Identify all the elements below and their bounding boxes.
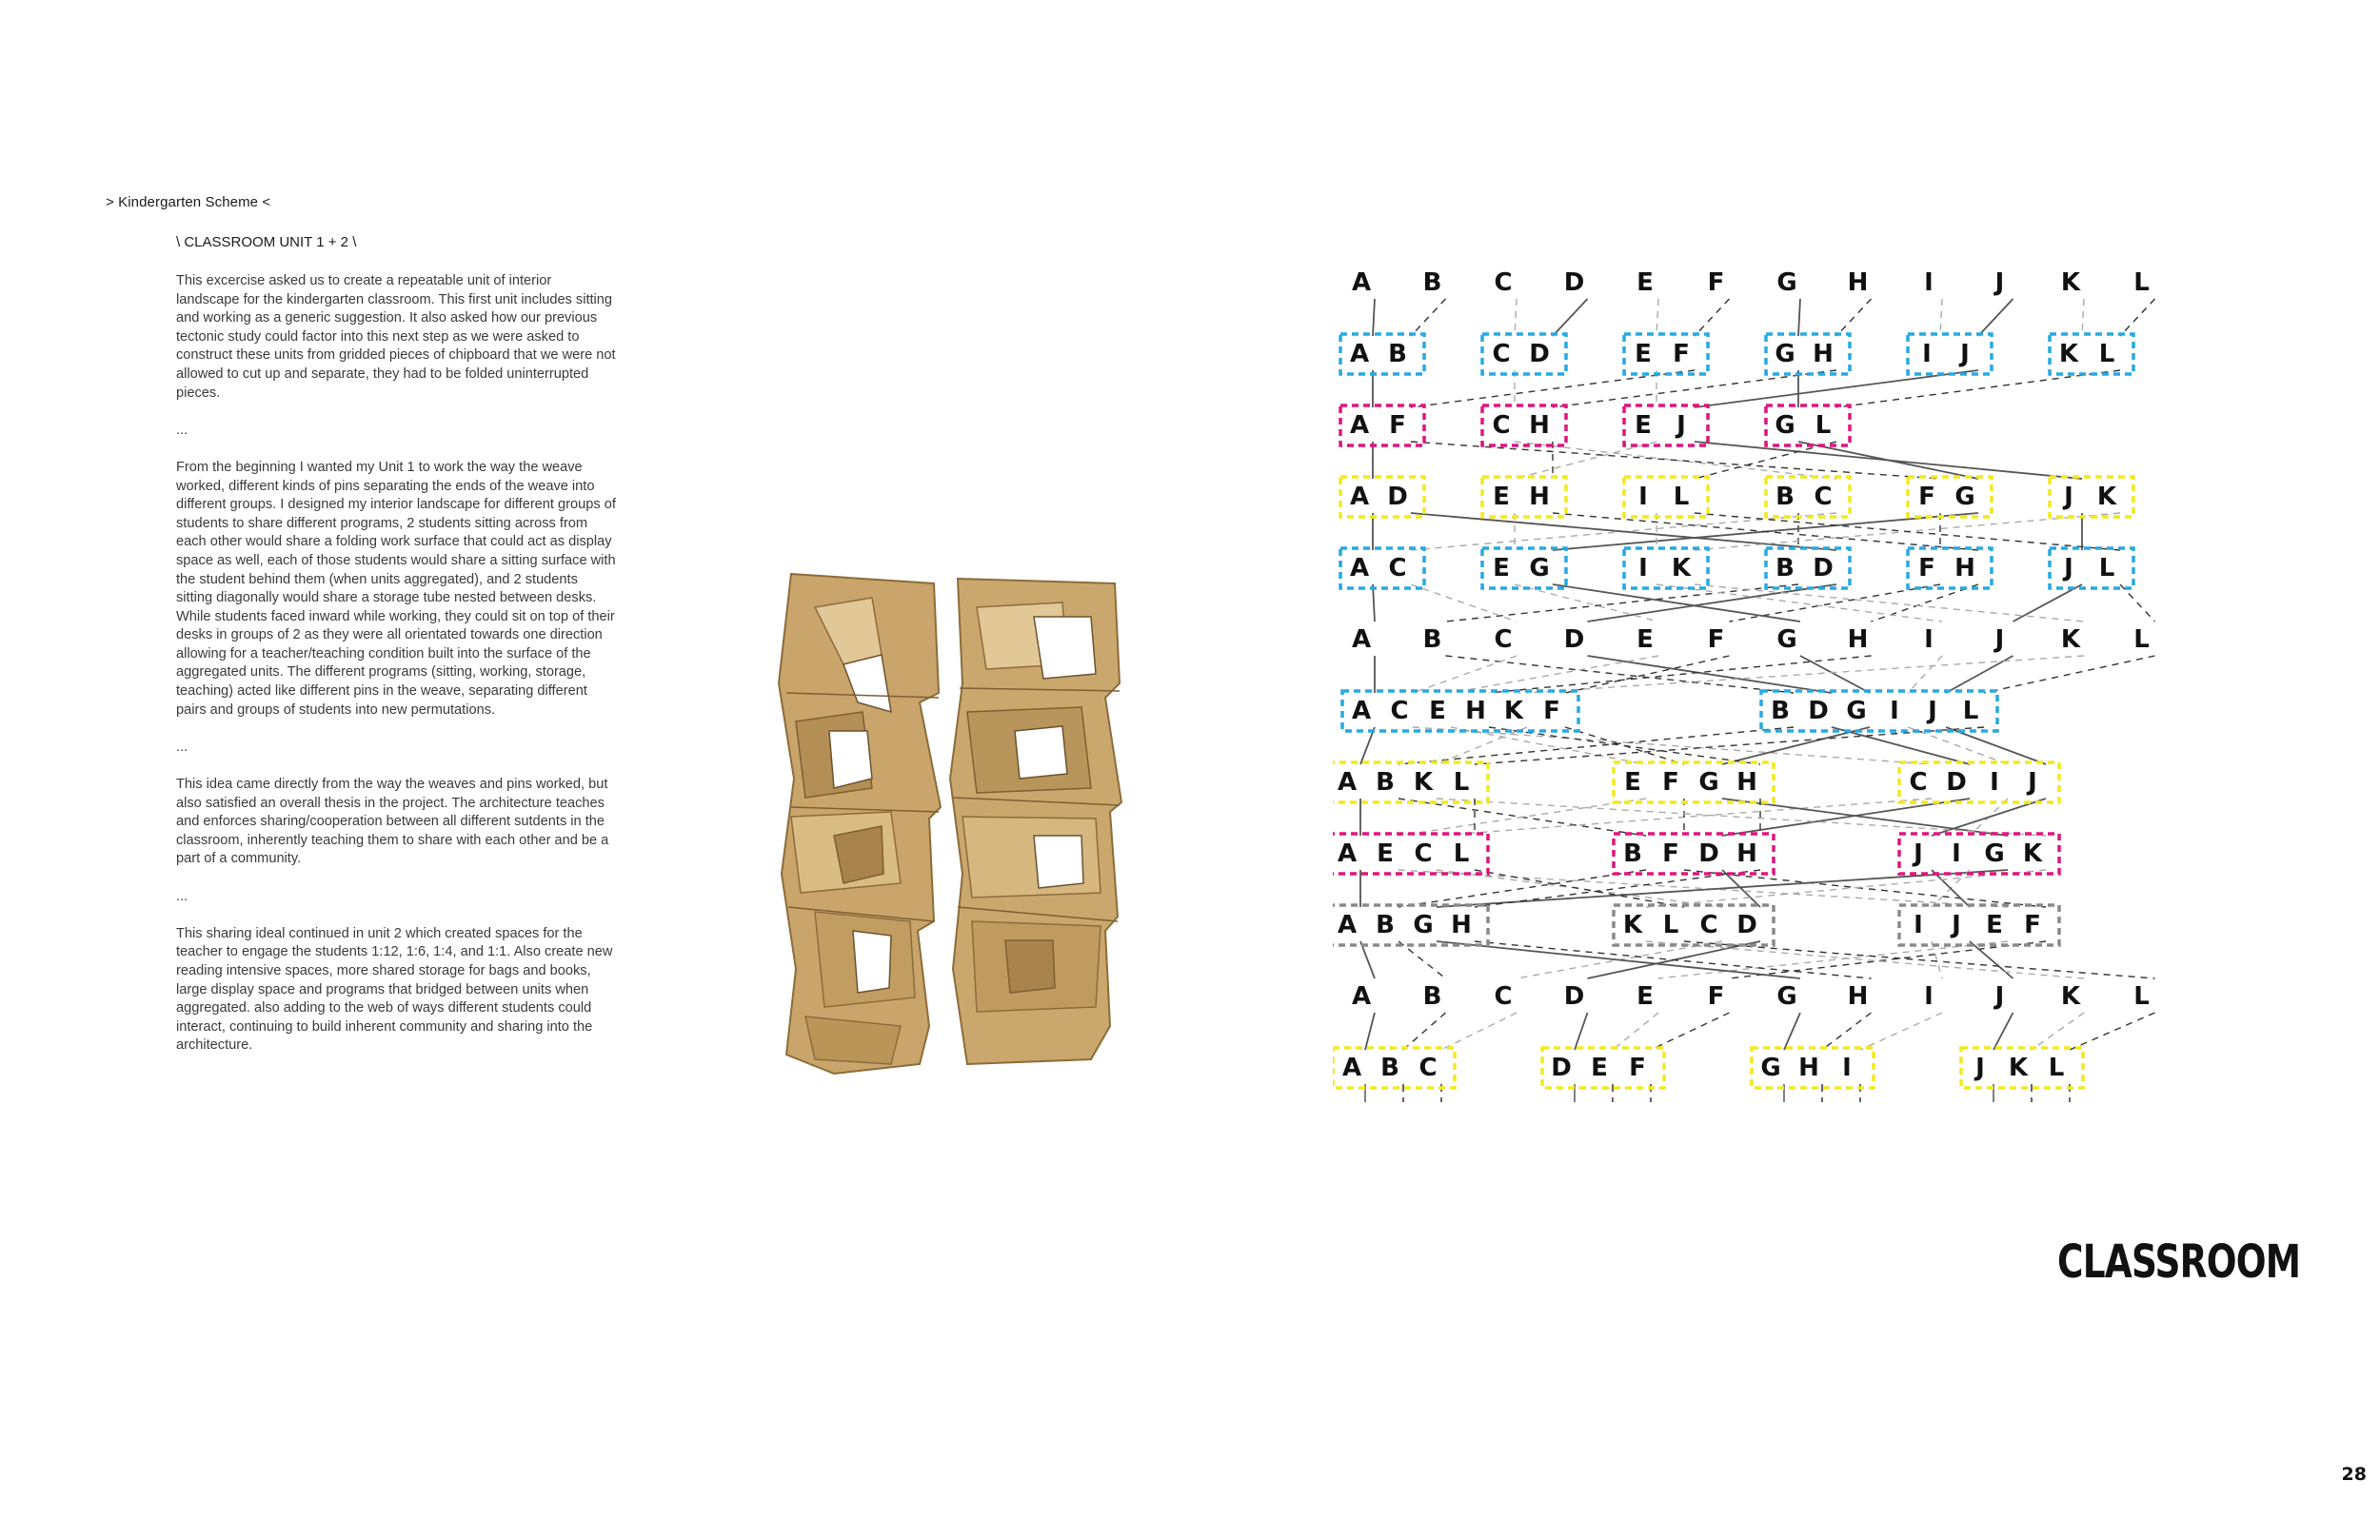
- weave-letter: J: [1994, 982, 2005, 1011]
- weave-thread: [1613, 1013, 1658, 1050]
- group-letter: A: [1349, 483, 1370, 511]
- weave-thread: [1360, 941, 1375, 978]
- group-letter: H: [1736, 839, 1757, 868]
- group-letter: H: [1451, 911, 1472, 939]
- group-letter: G: [1698, 768, 1719, 797]
- weave-thread: [1553, 299, 1588, 336]
- group-letter: K: [2058, 340, 2079, 368]
- weave-letter: B: [1422, 268, 1442, 297]
- group-letter: J: [1914, 839, 1923, 868]
- weave-letter: K: [2060, 625, 2081, 654]
- group-letter: C: [1909, 768, 1928, 797]
- group-letter: C: [1414, 839, 1433, 868]
- group-letter: F: [1918, 554, 1935, 582]
- weave-thread: [2082, 299, 2084, 336]
- weave-thread: [1437, 870, 1722, 907]
- group-letter: A: [1337, 768, 1358, 797]
- group-letter: J: [1960, 340, 1970, 368]
- group-letter: H: [1798, 1054, 1819, 1082]
- weave-thread: [1836, 370, 2120, 407]
- weave-letter: I: [1924, 625, 1934, 654]
- group-letter: J: [2028, 768, 2037, 797]
- weave-thread: [1695, 370, 1978, 407]
- model-column-right: [950, 579, 1121, 1064]
- weave-thread: [1970, 941, 2013, 978]
- weave-letter: L: [2133, 625, 2150, 654]
- paragraph: This sharing ideal continued in unit 2 which created spaces for the teacher to engage the students 1:12, 1:6, 1:4, and 1:1. Also create new reading intensive spaces, more shared storage for bags and books, large display space and programs that bridged between units when aggregated. also adding to the web of ways different students could interact, continuing to build inherent community and sharing into the architecture.: [176, 925, 613, 1054]
- weave-thread: [1365, 1013, 1375, 1050]
- weave-letter: A: [1351, 268, 1372, 297]
- group-letter: H: [1813, 340, 1834, 368]
- weave-letter: I: [1924, 268, 1934, 297]
- group-letter: A: [1351, 697, 1372, 725]
- group-letter: B: [1380, 1054, 1399, 1082]
- weave-thread: [1695, 584, 2084, 622]
- weave-letter: G: [1776, 982, 1797, 1011]
- group-letter: H: [1736, 768, 1757, 797]
- group-letter: L: [1673, 483, 1690, 511]
- group-letter: L: [1662, 911, 1679, 939]
- weave-thread: [1441, 1013, 1517, 1050]
- weave-thread: [1684, 941, 2155, 978]
- group-letter: E: [1624, 768, 1641, 797]
- body-text: [176, 272, 616, 1075]
- group-letter: D: [1387, 483, 1408, 511]
- weave-labels: [1338, 268, 2150, 1082]
- weave-thread: [1730, 941, 2047, 978]
- weave-letter: D: [1563, 268, 1585, 297]
- weave-diagram: [1333, 257, 2190, 1114]
- weave-thread: [1784, 1013, 1800, 1050]
- weave-letter: F: [1707, 982, 1725, 1011]
- model-column-left: [779, 574, 941, 1074]
- page-number: 28: [2341, 1464, 2367, 1485]
- weave-thread: [1695, 442, 2082, 479]
- weave-thread: [1413, 656, 1517, 693]
- weave-thread: [1360, 727, 1375, 764]
- weave-thread: [1993, 1013, 2013, 1050]
- weave-thread: [1798, 299, 1800, 336]
- weave-letter: G: [1776, 625, 1797, 654]
- weave-letter: D: [1563, 982, 1585, 1011]
- group-box: [1624, 477, 1708, 517]
- group-letter: K: [2008, 1054, 2029, 1082]
- paragraph-separator: ...: [176, 422, 188, 438]
- weave-letter: L: [2133, 982, 2150, 1011]
- group-letter: I: [1842, 1054, 1852, 1082]
- weave-letter: C: [1494, 982, 1513, 1011]
- group-letter: L: [1962, 697, 1979, 725]
- weave-letter: L: [2133, 268, 2150, 297]
- group-letter: H: [1529, 483, 1550, 511]
- weave-letter: E: [1636, 625, 1654, 654]
- group-letter: E: [1377, 839, 1394, 868]
- weave-thread: [1822, 1013, 1872, 1050]
- group-letter: F: [1662, 768, 1679, 797]
- group-letter: L: [2048, 1054, 2065, 1082]
- group-letter: D: [1698, 839, 1719, 868]
- weave-thread: [1515, 442, 1656, 479]
- group-letter: C: [1492, 411, 1511, 440]
- weave-thread: [1403, 1013, 1446, 1050]
- group-letter: K: [1413, 768, 1434, 797]
- section-subhead: \ CLASSROOM UNIT 1 + 2 \: [176, 234, 357, 250]
- group-letter: D: [1529, 340, 1550, 368]
- group-letter: H: [1954, 554, 1975, 582]
- weave-thread: [1411, 442, 1940, 479]
- group-letter: B: [1771, 697, 1790, 725]
- weave-thread: [1908, 656, 1942, 693]
- group-letter: A: [1349, 340, 1370, 368]
- weave-thread: [1656, 299, 1658, 336]
- weave-letter: D: [1563, 625, 1585, 654]
- group-letter: G: [1954, 483, 1975, 511]
- group-letter: L: [1453, 839, 1470, 868]
- group-letter: I: [1638, 554, 1648, 582]
- group-box: [1624, 548, 1708, 588]
- group-letter: C: [1390, 697, 1409, 725]
- group-letter: I: [1990, 768, 1999, 797]
- weave-thread: [1373, 299, 1375, 336]
- group-letter: B: [1376, 768, 1395, 797]
- weave-letter: K: [2060, 268, 2081, 297]
- group-letter: A: [1349, 411, 1370, 440]
- group-letter: L: [2098, 554, 2115, 582]
- group-letter: K: [2022, 839, 2043, 868]
- group-letter: J: [2064, 483, 2073, 511]
- paragraph: This excercise asked us to create a repeatable unit of interior landscape for the kindergarten classroom. This first unit includes sitting and working as a generic suggestion. It also asked how our previous tectonic study could factor into this next step as we were asked to construct these units from gridded pieces of chipboard that we were not allowed to cut up and separate, they had to be folded uninterrupted pieces.: [176, 273, 616, 401]
- group-letter: H: [1529, 411, 1550, 440]
- group-letter: F: [1629, 1054, 1646, 1082]
- group-letter: G: [1984, 839, 2005, 868]
- paragraph: From the beginning I wanted my Unit 1 to work the way the weave worked, different kinds of pins separating the ends of the weave into different groups. I designed my interior landscape for different groups of students to share different programs, 2 students sitting across from each other would share a folding work surface that could act as display space as well, each of those students would share a sitting surface with the student behind them (when units aggregated), and 2 students sitting diagonally would share a storage tube nested between desks. While students faced inward while working, they could sit on top of their desks in groups of 2 as they were all orientated towards one direction allowing for a teacher/teaching condition built into the surface of the aggregated units. The different programs (sitting, working, storage, teaching) acted like different pins in the weave, separating different pairs and groups of students into new permutations.: [176, 459, 616, 718]
- group-letter: A: [1337, 911, 1358, 939]
- page-title: CLASSROOM: [2056, 1235, 2300, 1289]
- weave-thread: [2120, 299, 2155, 336]
- weave-letter: E: [1636, 268, 1654, 297]
- group-letter: I: [1952, 839, 1961, 868]
- group-letter: C: [1492, 340, 1511, 368]
- weave-letter: B: [1422, 982, 1442, 1011]
- weave-letter: E: [1636, 982, 1654, 1011]
- weave-thread: [2070, 1013, 2155, 1050]
- weave-thread: [1932, 941, 1942, 978]
- group-letter: K: [1622, 911, 1643, 939]
- section-kicker: > Kindergarten Scheme <: [106, 194, 271, 210]
- group-letter: H: [1465, 697, 1486, 725]
- group-letter: C: [1814, 483, 1833, 511]
- weave-thread: [1437, 727, 1527, 764]
- weave-thread: [2120, 584, 2155, 622]
- group-letter: F: [1918, 483, 1935, 511]
- group-letter: J: [1975, 1054, 1985, 1082]
- weave-letter: J: [1994, 625, 2005, 654]
- group-letter: C: [1418, 1054, 1438, 1082]
- group-letter: A: [1349, 554, 1370, 582]
- group-letter: A: [1337, 839, 1358, 868]
- group-letter: G: [1529, 554, 1550, 582]
- weave-thread: [1475, 941, 1872, 978]
- weave-letter: C: [1494, 625, 1513, 654]
- weave-thread: [1908, 727, 2008, 764]
- group-letter: F: [1673, 340, 1690, 368]
- group-letter: D: [1946, 768, 1967, 797]
- weave-thread: [1575, 1013, 1588, 1050]
- group-letter: F: [1543, 697, 1560, 725]
- weave-thread: [1489, 656, 1872, 693]
- group-letter: B: [1623, 839, 1642, 868]
- weave-groups: [1333, 334, 2133, 1088]
- weave-letter: H: [1847, 982, 1869, 1011]
- group-letter: B: [1775, 554, 1795, 582]
- weave-thread: [1437, 799, 2046, 836]
- group-letter: J: [1952, 911, 1961, 939]
- weave-thread: [1860, 1013, 1942, 1050]
- group-letter: E: [1591, 1054, 1608, 1082]
- weave-thread: [1978, 299, 2013, 336]
- group-letter: G: [1413, 911, 1434, 939]
- group-letter: B: [1775, 483, 1795, 511]
- weave-thread: [1946, 656, 2013, 693]
- group-letter: J: [1928, 697, 1937, 725]
- group-letter: K: [2096, 483, 2117, 511]
- weave-thread: [1411, 370, 1695, 407]
- weave-thread: [1946, 727, 2046, 764]
- weave-letter: H: [1847, 268, 1869, 297]
- group-box: [1908, 334, 1992, 374]
- group-letter: E: [1429, 697, 1446, 725]
- weave-thread: [2032, 1013, 2084, 1050]
- group-letter: E: [1986, 911, 2003, 939]
- group-letter: E: [1493, 483, 1510, 511]
- group-letter: E: [1635, 411, 1652, 440]
- paragraph: This idea came directly from the way the weaves and pins worked, but also satisfied an overall thesis in the project. The architecture teaches and enforces sharing/cooperation between all different sutdents in the classroom, inherently teaching them to share with each other and be a part of a community.: [176, 777, 609, 867]
- group-letter: C: [1388, 554, 1407, 582]
- group-letter: L: [1815, 411, 1832, 440]
- group-letter: J: [1676, 411, 1686, 440]
- group-letter: C: [1699, 911, 1718, 939]
- weave-letter: F: [1707, 268, 1725, 297]
- weave-thread: [1411, 299, 1446, 336]
- weave-letter: G: [1776, 268, 1797, 297]
- weave-letter: I: [1924, 982, 1934, 1011]
- group-box: [2050, 477, 2133, 517]
- weave-thread: [1940, 299, 1942, 336]
- weave-thread: [1475, 870, 1684, 907]
- weave-thread: [1515, 299, 1517, 336]
- group-letter: A: [1341, 1054, 1362, 1082]
- group-letter: E: [1493, 554, 1510, 582]
- weave-thread: [1651, 1013, 1730, 1050]
- weave-thread: [1932, 870, 1970, 907]
- weave-thread: [1695, 299, 1730, 336]
- group-letter: B: [1388, 340, 1407, 368]
- paragraph-separator: ...: [176, 739, 188, 755]
- weave-letter: A: [1351, 982, 1372, 1011]
- weave-thread: [1398, 941, 1446, 978]
- group-letter: I: [1922, 340, 1932, 368]
- weave-thread: [1527, 656, 2084, 693]
- group-letter: F: [1662, 839, 1679, 868]
- group-letter: D: [1808, 697, 1829, 725]
- weave-letter: J: [1994, 268, 2005, 297]
- group-letter: I: [1890, 697, 1899, 725]
- group-letter: B: [1376, 911, 1395, 939]
- weave-thread: [1832, 727, 1970, 764]
- group-letter: F: [2024, 911, 2041, 939]
- group-letter: G: [1760, 1054, 1781, 1082]
- weave-thread: [2013, 584, 2083, 622]
- group-letter: K: [1671, 554, 1692, 582]
- paragraph-separator: ...: [176, 888, 188, 904]
- group-letter: L: [1453, 768, 1470, 797]
- group-letter: D: [1736, 911, 1757, 939]
- group-letter: G: [1775, 411, 1795, 440]
- weave-letter: F: [1707, 625, 1725, 654]
- group-letter: F: [1389, 411, 1406, 440]
- group-letter: I: [1914, 911, 1923, 939]
- weave-letter: H: [1847, 625, 1869, 654]
- weave-letter: B: [1422, 625, 1442, 654]
- group-box: [2050, 548, 2133, 588]
- weave-thread: [1872, 584, 1979, 622]
- weave-thread: [1437, 941, 1800, 978]
- group-letter: K: [1503, 697, 1524, 725]
- group-letter: D: [1813, 554, 1834, 582]
- chipboard-model-photo: [777, 569, 1129, 1083]
- group-letter: I: [1638, 483, 1648, 511]
- weave-thread: [1695, 442, 1836, 479]
- weave-thread: [1489, 727, 1760, 764]
- weave-letter: C: [1494, 268, 1513, 297]
- group-letter: G: [1846, 697, 1867, 725]
- weave-letter: K: [2060, 982, 2081, 1011]
- weave-thread: [1836, 299, 1872, 336]
- group-letter: E: [1635, 340, 1652, 368]
- group-letter: D: [1551, 1054, 1572, 1082]
- group-letter: G: [1775, 340, 1795, 368]
- weave-thread: [1373, 584, 1375, 622]
- weave-thread: [1553, 584, 1800, 622]
- weave-thread: [1553, 370, 1836, 407]
- weave-letter: A: [1351, 625, 1372, 654]
- group-letter: L: [2098, 340, 2115, 368]
- group-letter: J: [2064, 554, 2073, 582]
